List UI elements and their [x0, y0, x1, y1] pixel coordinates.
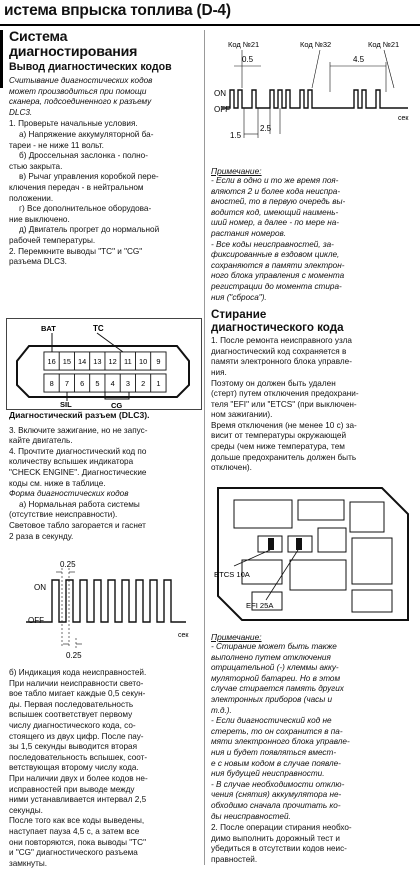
- note-1-line: сохраняются в памяти электрон-: [211, 260, 345, 270]
- erase-line: Поэтому он должен быть удален: [211, 378, 336, 388]
- step-3-cont: кайте двигатель.: [9, 436, 73, 446]
- erase-line: ном зажигании).: [211, 410, 273, 420]
- erase-line: висит от температуры окружающей: [211, 431, 347, 441]
- form-b-line: ветствующая второму числу кода.: [9, 763, 139, 773]
- form-b-line: стоящего из двух цифр. После пау-: [9, 731, 144, 741]
- note-1-line: водится код, имеющий наимень-: [211, 207, 339, 217]
- label-sil: SIL: [60, 400, 72, 409]
- form-b-line: последовательность вспышек, соот-: [9, 752, 148, 762]
- efi-fuse: [296, 538, 302, 550]
- step-1a: а) Напряжение аккумуляторной ба-: [19, 129, 154, 139]
- time-label-bottom: 0.25: [66, 651, 82, 660]
- note-2-line: чения (снятия) аккумулятора не-: [211, 790, 342, 800]
- pin-number: 1: [156, 379, 161, 388]
- subsection-title: Вывод диагностических кодов: [9, 61, 172, 73]
- note-1-line: вляются 2 и более кода неиспра-: [211, 186, 341, 196]
- pin-number: 16: [47, 357, 56, 366]
- form-b-line: вое табло мигает каждые 0,5 секун-: [9, 689, 146, 699]
- label-bat: BAT: [41, 324, 56, 333]
- step-2: 2. Перемкните выводы "TC" и "CG": [9, 246, 143, 256]
- unit-label: сек: [398, 115, 409, 122]
- code-waveform-pulses: [222, 90, 408, 108]
- dlc3-connector-diagram: [7, 319, 201, 409]
- pin-row-bottom-cells: [44, 374, 166, 392]
- note-1-line: ния ("сброса").: [211, 292, 267, 302]
- pin-number: 2: [141, 379, 146, 388]
- final-line: правностей.: [211, 854, 258, 864]
- page-title: истема впрыска топлива (D-4): [4, 2, 231, 19]
- erase-line: отключен).: [211, 463, 252, 473]
- erase-title-line2: диагностического кода: [211, 321, 344, 335]
- final-line: убедиться в отсутствии кодов неис-: [211, 844, 347, 854]
- note-2-body: [211, 642, 416, 822]
- step-3: 3. Включите зажигание, но не запус-: [9, 425, 148, 435]
- pin-number: 5: [95, 379, 100, 388]
- pin-number: 9: [156, 357, 161, 366]
- form-b-line: секунды.: [9, 805, 43, 815]
- step-2-cont: разъема DLC3.: [9, 257, 67, 267]
- steps-list: [9, 119, 201, 267]
- page-header: [0, 0, 420, 26]
- pin-number: 3: [125, 379, 130, 388]
- code32-leader: [312, 50, 320, 88]
- normal-signal-figure: [6, 556, 200, 664]
- step-1e-cont: рабочей температуры.: [9, 235, 96, 245]
- note-2-line: - Стирание может быть также: [211, 642, 337, 651]
- note-2-line: мяти электронного блока управле-: [211, 737, 350, 747]
- note-1-line: ший номер, а далее - по мере на-: [211, 218, 339, 228]
- note-2-line: ния будущей неисправности.: [211, 769, 325, 779]
- step-1a-cont: тареи - не ниже 11 вольт.: [9, 140, 104, 150]
- note-2-line: случае стирается память других: [211, 684, 344, 694]
- form-b-line: исправностей при выводе между: [9, 784, 135, 794]
- code-signal-figure: [208, 34, 418, 164]
- pin-number: 6: [80, 379, 85, 388]
- erase-line: среды (чем ниже температура, тем: [211, 442, 345, 452]
- dlc-caption: Диагностический разъем (DLC3).: [9, 410, 150, 420]
- note-2-line: выполнено путем отключения: [211, 652, 331, 662]
- pin-row-top-cells: [44, 352, 166, 370]
- step-1b-cont: стью закрыта.: [9, 161, 63, 171]
- pin-number: 14: [78, 357, 87, 366]
- left-column-continued: [9, 410, 203, 542]
- step-1: 1. Проверьте начальные условия.: [9, 119, 138, 129]
- right-column: [211, 166, 416, 474]
- time-45: 4.5: [353, 55, 365, 64]
- step-1c: в) Рычаг управления коробкой пере-: [19, 172, 159, 182]
- note-2-line: - Если диагностический код не: [211, 716, 332, 726]
- intro-paragraph: [9, 76, 201, 118]
- column-divider: [204, 30, 205, 865]
- waveform-pulses: [26, 580, 186, 622]
- label-cg: CG: [111, 401, 123, 409]
- note-2-line: т.д.).: [211, 705, 232, 715]
- code-label-21-repeat: Код №21: [368, 40, 400, 49]
- intro-line: сканера, подсоединенного к разъему: [9, 97, 152, 107]
- erase-line: 1. После ремонта неисправного узла: [211, 336, 352, 346]
- intro-line: Считывание диагностических кодов: [9, 76, 153, 85]
- note-2-line: ния и будет появляться вмест-: [211, 747, 337, 757]
- note-2-line: обходимо сначала прочитать ко-: [211, 800, 341, 810]
- note-1-line: вностей, то в первую очередь вы-: [211, 197, 346, 207]
- form-a-cont: (отсутствие неисправности).: [9, 510, 118, 520]
- form-b-line: При наличии двух и более кодов не-: [9, 773, 148, 783]
- intro-line: может производиться при помощи: [9, 86, 147, 96]
- form-b-line: ними устанавливается интервал 2,5: [9, 795, 147, 805]
- label-tc: TC: [93, 324, 104, 333]
- erase-line: ния.: [211, 367, 227, 377]
- note-2-line: муляторной батареи. Но в этом: [211, 673, 341, 683]
- form-b-line: замкнуты.: [9, 858, 48, 868]
- code-label-32: Код №32: [300, 40, 332, 49]
- erase-line: Время отключения (не менее 10 с) за-: [211, 420, 357, 430]
- note-2-line: отрицательной (-) клеммы акку-: [211, 663, 339, 673]
- form-a: а) Нормальная работа системы: [19, 499, 140, 509]
- form-b-line: вспышек соответствует первому: [9, 710, 133, 720]
- step-1e: д) Двигатель прогрет до нормальной: [19, 225, 160, 235]
- form-b-line: и "CG" диагностического разъема: [9, 848, 138, 858]
- pin-number: 10: [139, 357, 148, 366]
- step-4-cont: количеству вспышек индикатора: [9, 457, 134, 467]
- pin-number: 12: [108, 357, 117, 366]
- erase-line: (стерт) путем отключения предохрани-: [211, 389, 359, 399]
- code21b-leader: [384, 50, 394, 88]
- on-label: ON: [34, 583, 46, 592]
- note-2-line: е с новым кодом в случае появле-: [211, 758, 341, 768]
- note-title: Примечание:: [211, 166, 262, 176]
- note-1-body: [211, 176, 416, 303]
- note-1-line: - Все коды неисправностей, за-: [211, 239, 334, 249]
- form-b-line: зы 1,5 секунды выводится вторая: [9, 742, 138, 752]
- forms-title: Форма диагностических кодов: [9, 489, 129, 499]
- final-step: [211, 823, 416, 865]
- step-4-cont: коды см. ниже в таблице.: [9, 478, 106, 488]
- note-1-line: растания номеров.: [211, 228, 287, 238]
- note-1-line: - Если в одно и то же время поя-: [211, 176, 339, 185]
- note-2-line: электронных приборов (часы и: [211, 694, 333, 704]
- on-label: ON: [214, 89, 226, 98]
- note-2-line: стереть, то он сохранится в па-: [211, 726, 343, 736]
- normal-signal-waveform: [6, 556, 200, 664]
- left-column: [9, 30, 201, 268]
- erase-line: дольше предохранитель должен быть: [211, 452, 357, 462]
- pin-number: 8: [49, 379, 54, 388]
- form-a-cont: 2 раза в секунду.: [9, 531, 74, 541]
- form-b-line: наступает пауза 4,5 с, а затем все: [9, 826, 140, 836]
- note-2-line: - В случае необходимости отклю-: [211, 779, 345, 789]
- fuse-box-diagram: [212, 480, 414, 630]
- etcs-label: ETCS 10A: [214, 570, 250, 579]
- step-1d-cont: ние выключено.: [9, 214, 70, 224]
- pin-number: 4: [110, 379, 115, 388]
- note-1-line: регистрации до момента стира-: [211, 281, 342, 291]
- time-25: 2.5: [260, 124, 272, 133]
- note-1-line: ного блока управления с момента: [211, 271, 345, 281]
- erase-line: диагностический код сохраняется в: [211, 346, 347, 356]
- steps-3-4: [9, 426, 203, 543]
- form-b-line: б) Индикация кода неисправностей.: [9, 668, 147, 677]
- step-4: 4. Прочтите диагностический код по: [9, 446, 147, 456]
- section-title-line1: Система: [9, 29, 68, 45]
- form-a-cont: Световое табло загорается и гаснет: [9, 520, 146, 530]
- code-label-21: Код №21: [228, 40, 260, 49]
- note-title: Примечание:: [211, 632, 262, 642]
- step-1b: б) Дроссельная заслонка - полно-: [19, 151, 148, 161]
- form-b-line: При наличии неисправности свето-: [9, 678, 144, 688]
- step-1d: г) Все дополнительное оборудова-: [19, 204, 152, 214]
- form-b-line: После того как все коды выведены,: [9, 816, 145, 826]
- time-label-top: 0.25: [60, 560, 76, 569]
- pin-number: 7: [64, 379, 69, 388]
- section-title-line2: диагностирования: [9, 44, 138, 60]
- header-rule: [0, 24, 420, 26]
- pin-number: 11: [124, 357, 132, 366]
- form-b-line: ды. Первая последовательность: [9, 699, 134, 709]
- note-2-line: ды неисправностей.: [211, 811, 291, 821]
- time-05: 0.5: [242, 55, 254, 64]
- efi-label: EFI 25A: [246, 601, 274, 610]
- pin-number: 15: [62, 357, 71, 366]
- dlc3-figure-frame: [6, 318, 202, 410]
- unit-label: сек: [178, 632, 189, 639]
- erase-line: памяти электронного блока управле-: [211, 357, 352, 367]
- step-1c-cont: ключения передач - в нейтральном: [9, 182, 144, 192]
- page-edge-marker: [0, 30, 3, 88]
- erase-line: теля "EFI" или "ETCS" (при выключен-: [211, 399, 357, 409]
- code-signal-waveform: [208, 34, 418, 164]
- right-column-lower: [211, 632, 416, 865]
- step-4-cont: "CHECK ENGINE". Диагностические: [9, 467, 147, 477]
- note-1-line: фиксированные в ездовом цикле,: [211, 250, 340, 260]
- form-b-line: они повторяются, пока выводы "TC": [9, 837, 146, 847]
- final-line: 2. После операции стирания необхо-: [211, 823, 352, 833]
- pin-number: 13: [93, 357, 102, 366]
- form-b-paragraph: [9, 668, 203, 869]
- final-line: димо выполнить дорожный тест и: [211, 833, 340, 843]
- step-1c-cont: положении.: [9, 193, 54, 203]
- off-label: OFF: [28, 616, 44, 625]
- form-b-line: числу диагностического кода, со-: [9, 720, 136, 730]
- fuse-box-figure: [212, 480, 414, 630]
- etcs-fuse: [268, 538, 274, 550]
- time-15: 1.5: [230, 131, 242, 140]
- erase-body: [211, 336, 416, 474]
- erase-title-line1: Стирание: [211, 308, 267, 322]
- off-label: OFF: [214, 105, 230, 114]
- intro-line: DLC3.: [9, 107, 33, 117]
